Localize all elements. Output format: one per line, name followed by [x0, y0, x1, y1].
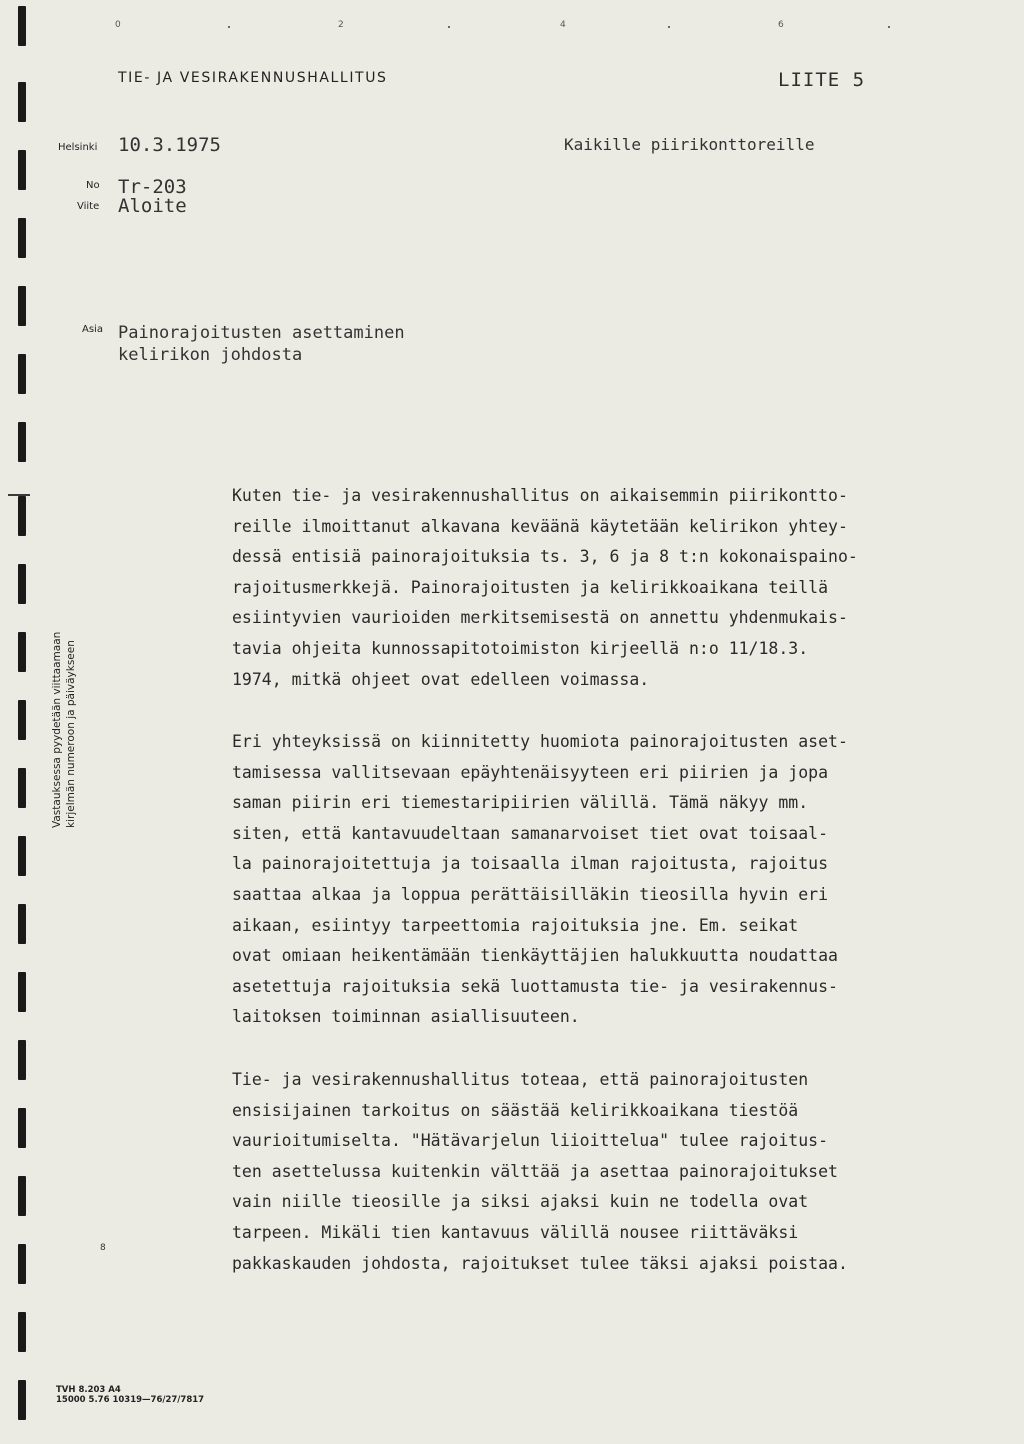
ruler-dot [448, 26, 450, 28]
binding-mark [18, 632, 26, 672]
text-line: tarpeen. Mikäli tien kantavuus välillä nousee riittäväksi [232, 1222, 799, 1242]
text-line: 1974, mitkä ohjeet ovat edelleen voimassa. [232, 669, 650, 689]
agency-name: TIE- JA VESIRAKENNUSHALLITUS [118, 70, 388, 86]
text-line: laitoksen toiminnan asiallisuuteen. [232, 1007, 580, 1027]
letter-reference: Aloite [118, 195, 187, 217]
binding-mark [18, 1312, 26, 1352]
binding-mark [18, 354, 26, 394]
letter-date: 10.3.1975 [118, 134, 221, 156]
binding-mark [18, 496, 26, 536]
reference-label: Viite [77, 201, 100, 212]
binding-mark [18, 218, 26, 258]
ruler-label: 0 [115, 20, 121, 30]
text-line: ensisijainen tarkoitus on säästää kelirikkoaikana tiestöä [232, 1100, 799, 1120]
text-line: tamisessa vallitsevaan epäyhtenäisyyteen eri piirien ja jopa [232, 762, 829, 782]
binding-mark [18, 904, 26, 944]
text-line: esiintyvien vaurioiden merkitsemisestä on annettu yhdenmukais- [232, 608, 848, 628]
text-line: asetettuja rajoituksia sekä luottamusta tie- ja vesirakennus- [232, 976, 838, 996]
page-mark: 8 [100, 1243, 106, 1253]
binding-mark [18, 286, 26, 326]
body-paragraph-1 [232, 481, 1012, 695]
text-line: reille ilmoittanut alkavana keväänä käytetään kelirikon yhtey- [232, 516, 848, 536]
binding-mark [18, 768, 26, 808]
ruler-dot [888, 26, 890, 28]
ruler-label: 2 [338, 20, 344, 30]
binding-mark [18, 1108, 26, 1148]
text-line: vaurioitumiselta. "Hätävarjelun liioittelua" tulee rajoitus- [232, 1131, 829, 1151]
text-line: aikaan, esiintyy tarpeettomia rajoituksia jne. Em. seikat [232, 915, 799, 935]
binding-mark [18, 422, 26, 462]
body-paragraph-3 [232, 1065, 1012, 1279]
reply-instruction-note [50, 632, 78, 828]
form-code-line: 15000 5.76 10319—76/27/7817 [56, 1395, 205, 1405]
ruler-label: 6 [778, 20, 784, 30]
text-line: Eri yhteyksissä on kiinnitetty huomiota painorajoitusten aset- [232, 732, 848, 751]
binding-mark [18, 6, 26, 46]
ruler-dot [668, 26, 670, 28]
note-line: Vastauksessa pyydetään viittaamaan [51, 631, 63, 828]
subject-line: kelirikon johdosta [118, 345, 303, 365]
number-label: No [86, 180, 100, 191]
text-line: dessä entisiä painorajoituksia ts. 3, 6 ja 8 t:n kokonaispaino- [232, 547, 858, 567]
text-line: saattaa alkaa ja loppua perättäisilläkin tieosilla hyvin eri [232, 884, 829, 904]
binding-mark [18, 1380, 26, 1420]
text-line: saman piirin eri tiemestaripiirien välillä. Tämä näkyy mm. [232, 793, 809, 813]
binding-mark [18, 836, 26, 876]
recipient: Kaikille piirikonttoreille [564, 135, 815, 154]
text-line: Tie- ja vesirakennushallitus toteaa, että painorajoitusten [232, 1070, 809, 1089]
text-line: rajoitusmerkkejä. Painorajoitusten ja kelirikkoaikana teillä [232, 577, 829, 597]
form-code-line: TVH 8.203 A4 [56, 1385, 121, 1395]
subject-line: Painorajoitusten asettaminen [118, 323, 405, 343]
place-label: Helsinki [58, 142, 98, 153]
appendix-label: LIITE 5 [778, 69, 866, 91]
text-line: siten, että kantavuudeltaan samanarvoiset tiet ovat toisaal- [232, 823, 829, 843]
letter-number: Tr-203 [118, 176, 187, 198]
note-line: kirjelmän numeroon ja päiväykseen [65, 640, 77, 828]
text-line: ten asettelussa kuitenkin välttää ja asettaa painorajoitukset [232, 1161, 838, 1181]
text-line: tavia ohjeita kunnossapitotoimiston kirjeellä n:o 11/18.3. [232, 638, 809, 658]
binding-mark [18, 82, 26, 122]
ruler-label: 4 [560, 20, 566, 30]
ruler-dot [228, 26, 230, 28]
form-code [56, 1385, 204, 1405]
text-line: vain niille tieosille ja siksi ajaksi kuin ne todella ovat [232, 1192, 809, 1212]
binding-mark [18, 972, 26, 1012]
binding-mark [18, 1040, 26, 1080]
binding-mark [18, 1244, 26, 1284]
binding-mark [18, 564, 26, 604]
subject-label: Asia [82, 324, 103, 335]
binding-mark [18, 1176, 26, 1216]
letter-subject [118, 322, 405, 366]
binding-mark [18, 700, 26, 740]
text-line: Kuten tie- ja vesirakennushallitus on aikaisemmin piirikontto- [232, 486, 848, 505]
text-line: ovat omiaan heikentämään tienkäyttäjien halukkuutta noudattaa [232, 946, 838, 966]
binding-mark [18, 150, 26, 190]
body-paragraph-2 [232, 727, 1012, 1033]
text-line: pakkaskauden johdosta, rajoitukset tulee täksi ajaksi poistaa. [232, 1253, 848, 1273]
text-line: la painorajoitettuja ja toisaalla ilman rajoitusta, rajoitus [232, 854, 829, 874]
